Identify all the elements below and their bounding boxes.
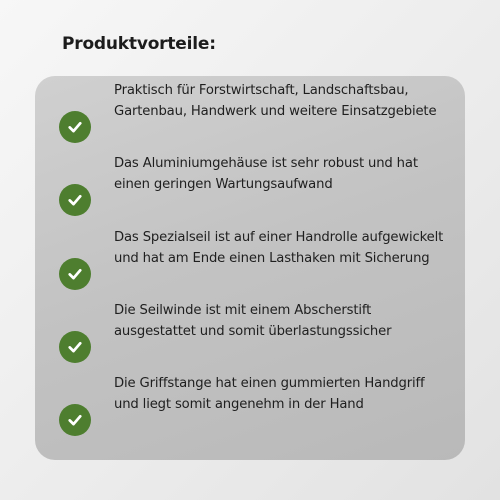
list-item-line: und hat am Ende einen Lasthaken mit Sicherung — [114, 251, 430, 266]
list-item-line: Gartenbau, Handwerk und weitere Einsatzgebiete — [114, 104, 437, 119]
list-item-line: Die Griffstange hat einen gummierten Handgriff — [114, 376, 425, 391]
check-icon — [59, 184, 91, 216]
list-item-line: ausgestattet und somit überlastungssicher — [114, 324, 392, 339]
list-item-line: einen geringen Wartungsaufwand — [114, 177, 333, 192]
check-icon — [59, 331, 91, 363]
list-item-line: Praktisch für Forstwirtschaft, Landschaftsbau, — [114, 83, 409, 98]
check-icon — [59, 258, 91, 290]
list-item-line: Die Seilwinde ist mit einem Abscherstift — [114, 303, 372, 318]
check-icon — [59, 111, 91, 143]
benefits-panel — [35, 76, 465, 460]
list-item-line: Das Spezialseil ist auf einer Handrolle aufgewickelt — [114, 230, 444, 245]
page-title: Produktvorteile: — [62, 34, 216, 54]
list-item-text — [114, 300, 459, 342]
list-item-line: und liegt somit angenehm in der Hand — [114, 397, 364, 412]
check-icon — [59, 404, 91, 436]
list-item-line: Das Aluminiumgehäuse ist sehr robust und hat — [114, 156, 418, 171]
list-item-text — [114, 373, 459, 415]
list-item-text — [114, 80, 459, 122]
list-item-text — [114, 227, 459, 269]
list-item-text — [114, 153, 459, 195]
